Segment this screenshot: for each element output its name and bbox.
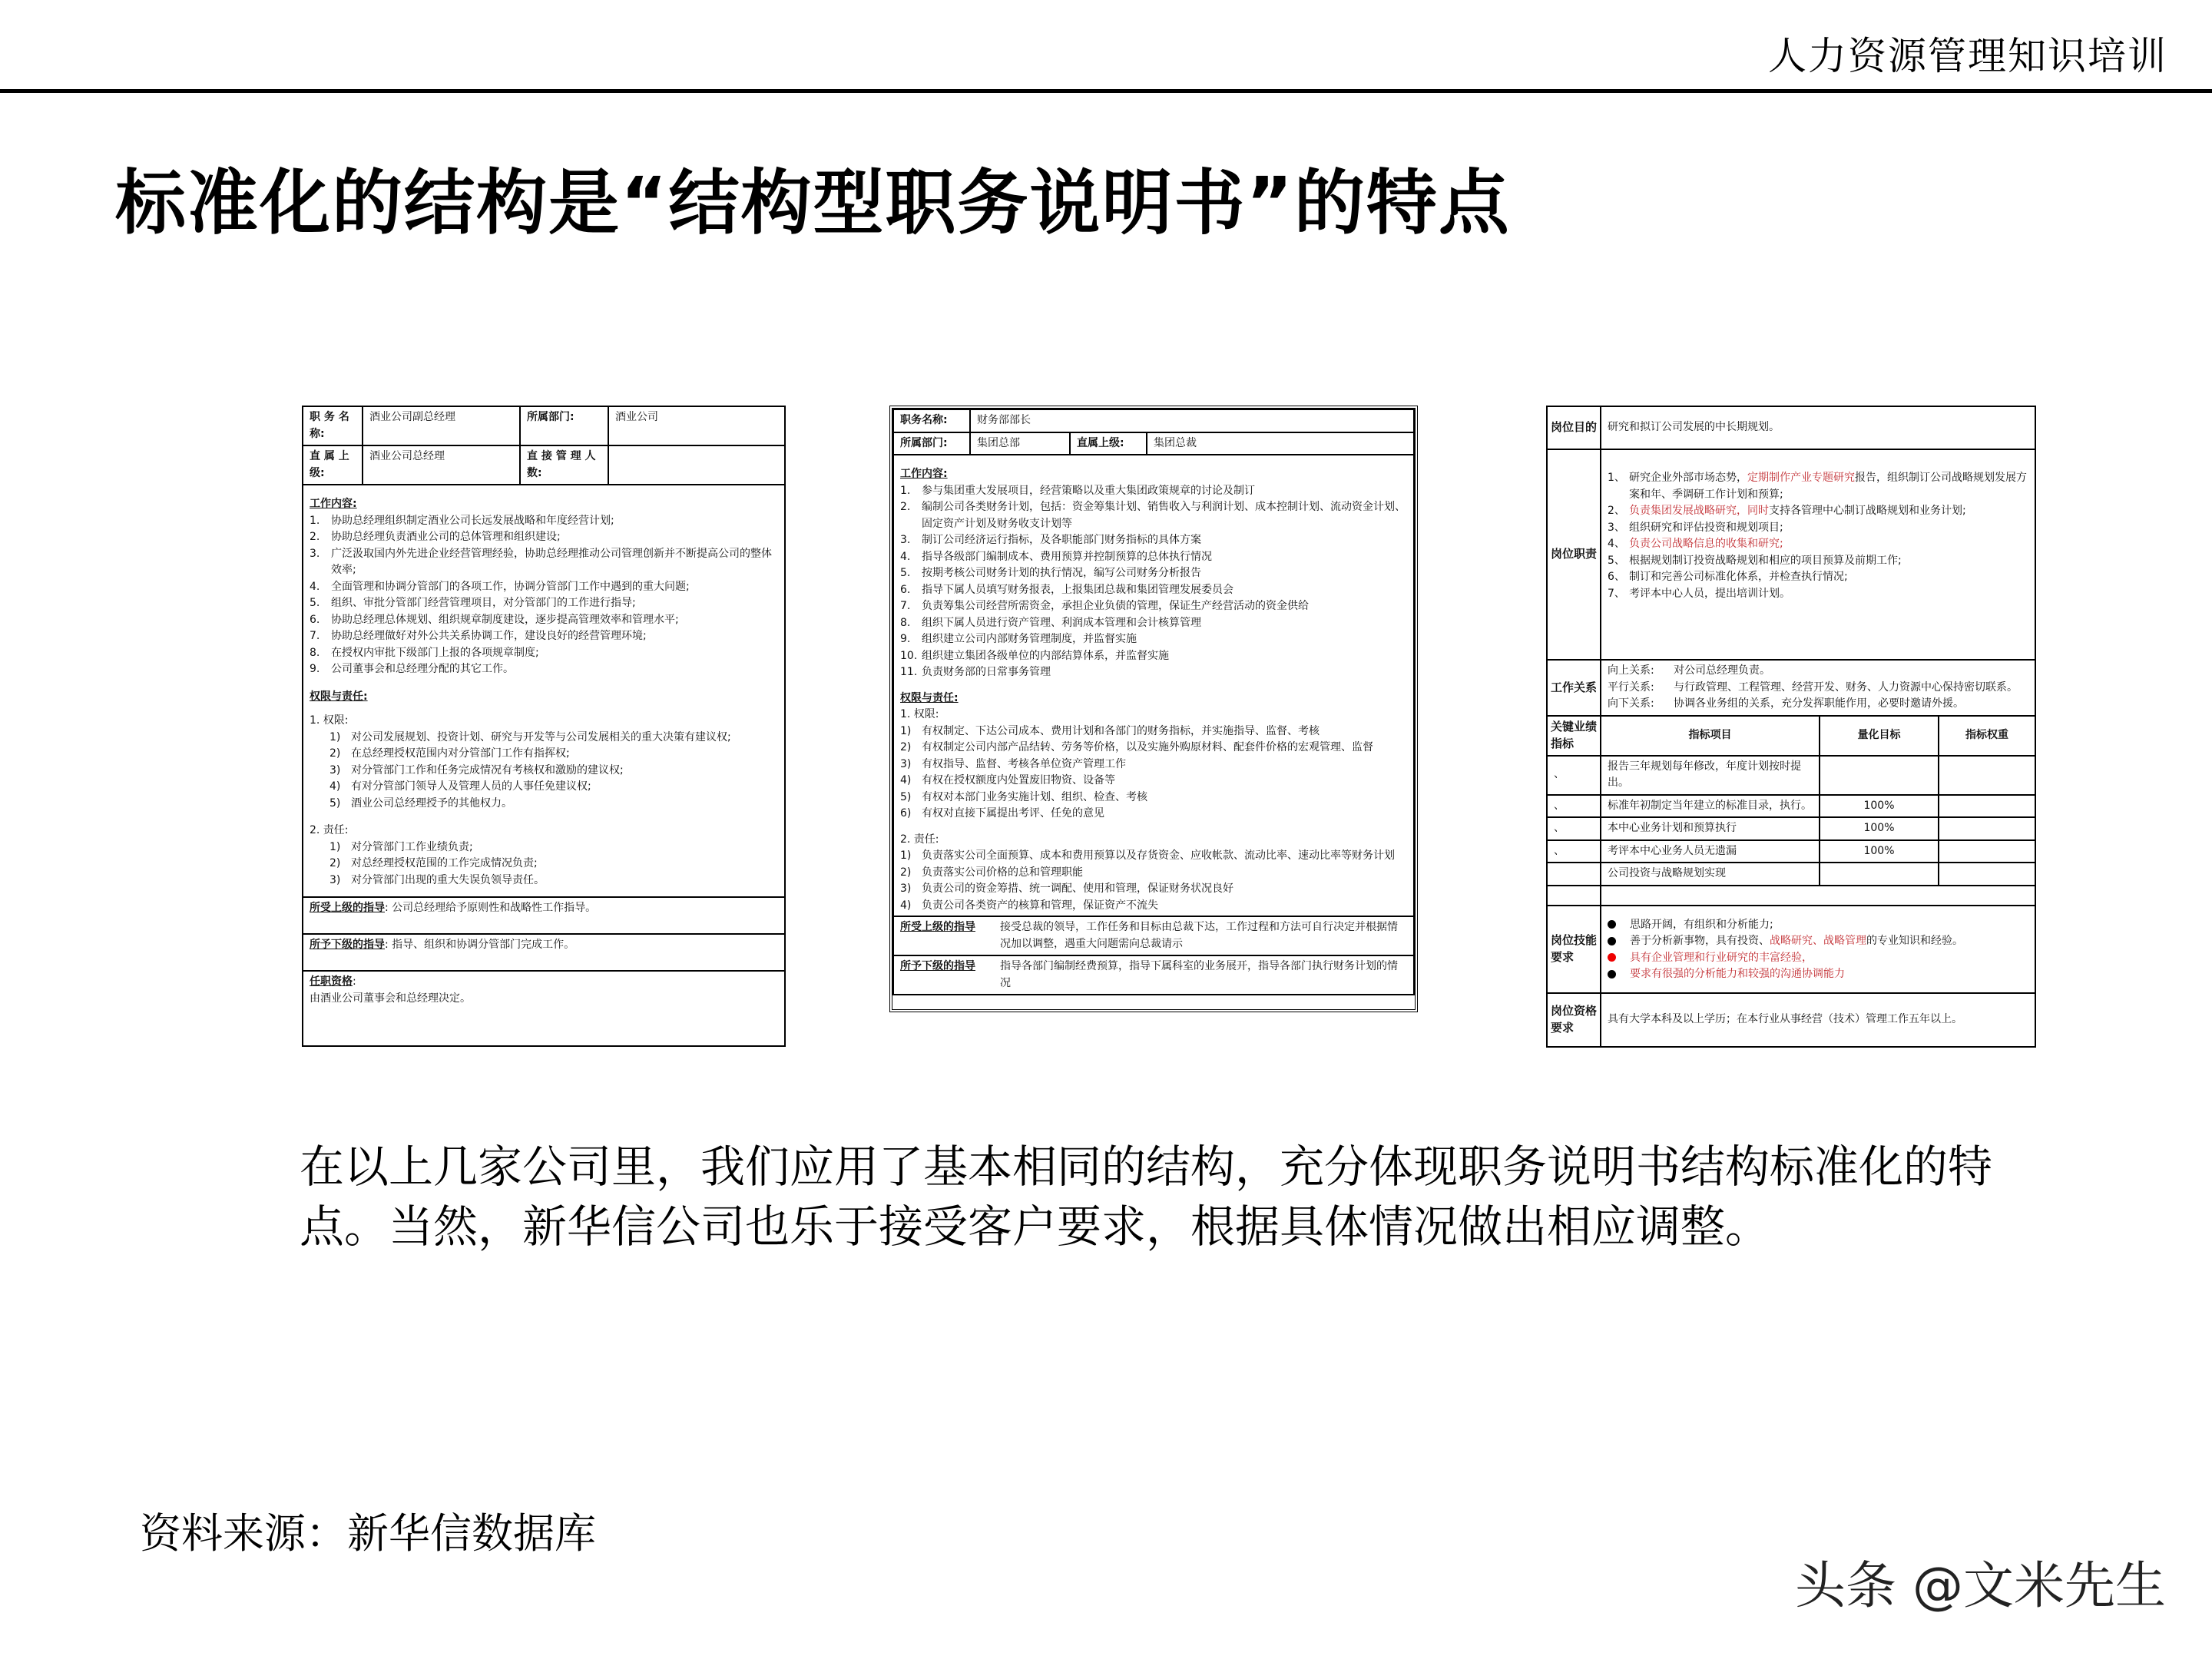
authority-title: 权限与责任:: [310, 690, 368, 703]
doc1-header-table: [302, 406, 786, 1047]
qualification-value: 具有大学本科及以上学历；在本行业从事经营（技术）管理工作五年以上。: [1601, 993, 2035, 1047]
list-item-number: 1): [900, 724, 912, 737]
kpi-index: 、: [1547, 840, 1601, 863]
guide-up-cell: [303, 897, 785, 934]
guide-down-cell: [303, 934, 785, 971]
list-item-number: 3): [900, 882, 912, 895]
duty-text: [1629, 520, 2028, 537]
text-segment: 根据规划制订投资战略规划和相应的项目预算及前期工作;: [1629, 554, 1902, 567]
list-item-number: 6.: [900, 583, 911, 596]
list-item-text: 负责筹集公司经营所需资金，承担企业负债的管理，保证生产经营活动的资金供给: [922, 600, 1309, 612]
purpose-label: 岗位目的: [1547, 406, 1601, 449]
list-item-number: 4): [329, 780, 341, 793]
list-item-text: 有权在授权额度内处置废旧物资、设备等: [922, 774, 1115, 786]
list-item-number: 3.: [310, 547, 320, 560]
list-item-text: 在授权内审批下级部门上报的各项规章制度;: [331, 646, 539, 659]
qualification-value: 由酒业公司董事会和总经理决定。: [310, 992, 471, 1005]
guide-down-cell: [893, 955, 1414, 995]
duty-item: [1608, 520, 2028, 537]
authority-heading: 1. 权限:: [310, 714, 349, 727]
doc1-content-cell: [303, 485, 785, 897]
authority-title: 权限与责任:: [900, 691, 959, 704]
list-item-number: 4.: [310, 580, 320, 593]
list-item: [900, 664, 1407, 681]
responsibility-heading: 2. 责任:: [900, 833, 939, 846]
duty-label: 岗位职责: [1547, 449, 1601, 660]
superior-value: 酒业公司总经理: [363, 445, 520, 485]
relation-item: [1608, 680, 2028, 697]
relation-label: 工作关系: [1547, 660, 1601, 716]
superior-value: 集团总裁: [1147, 432, 1414, 455]
list-item-number: 6.: [310, 613, 320, 626]
list-item: [900, 848, 1407, 865]
list-item-text: 对分管部门工作和任务完成情况有考核权和激励的建议权;: [351, 763, 624, 777]
list-item-number: 10.: [900, 649, 918, 662]
dept-label: 所属部门:: [893, 432, 970, 455]
list-item-text: 参与集团重大发展项目，经营策略以及重大集团政策规章的讨论及制订: [922, 484, 1255, 497]
duty-item: [1608, 503, 2028, 520]
guide-up-label: 所受上级的指导: [310, 902, 385, 914]
doc3-table: [1546, 406, 2036, 1048]
list-item-number: 2.: [900, 501, 911, 513]
reports-label: 直 接 管 理 人 数:: [520, 445, 608, 485]
duty-text: [1629, 536, 2028, 553]
source-citation: 资料来源：新华信数据库: [140, 1509, 596, 1558]
list-item: [900, 648, 1407, 665]
list-item: [900, 757, 1407, 773]
work-content-list: [900, 483, 1407, 681]
list-item-number: 3): [329, 763, 341, 777]
list-item: [900, 631, 1407, 648]
guide-down-value: : 指导、组织和协调分管部门完成工作。: [385, 939, 575, 951]
guide-down-label: 所予下级的指导: [900, 960, 975, 972]
list-item-number: 2): [900, 741, 912, 753]
text-segment: 制订和完善公司标准化体系，并检查执行情况;: [1629, 571, 1848, 583]
list-item: [900, 565, 1407, 582]
superior-label: 直 属 上 级:: [303, 445, 363, 485]
work-content-list: [310, 513, 778, 678]
job-description-doc-1: [302, 406, 786, 1047]
list-item-text: 对分管部门出现的重大失误负领导责任。: [351, 873, 545, 886]
duty-text: [1629, 470, 2028, 503]
kpi-target: [1820, 756, 1939, 795]
doc2-header-table: [892, 409, 1415, 995]
list-item-text: 协助总经理负责酒业公司的总体管理和组织建设;: [331, 531, 561, 543]
kpi-index: 、: [1547, 795, 1601, 818]
list-item: [900, 773, 1407, 790]
list-item-number: 3): [900, 757, 912, 770]
list-item-text: 协助总经理总体规划、组织规章制度建设，逐步提高管理效率和管理水平;: [331, 613, 679, 626]
kpi-row: [1547, 817, 2035, 840]
kpi-label: 关键业绩指标: [1547, 716, 1601, 756]
duty-item: [1608, 470, 2028, 503]
doc2-content-cell: [893, 455, 1414, 916]
list-item-text: 负责落实公司全面预算、成本和费用预算以及存货资金、应收帐款、流动比率、速动比率等财务计划: [922, 849, 1395, 862]
body-paragraph: 在以上几家公司里，我们应用了基本相同的结构，充分体现职务说明书结构标准化的特点。当然，新华信公司也乐于接受客户要求，根据具体情况做出相应调整。: [300, 1141, 1993, 1253]
job-name-value: 酒业公司副总经理: [363, 406, 520, 445]
qualification-cell: 任职资格: 由酒业公司董事会和总经理决定。: [303, 971, 785, 1046]
list-item: [310, 628, 778, 645]
relation-key: 平行关系:: [1608, 680, 1654, 694]
bullet-icon: [1608, 970, 1616, 979]
header-divider: [0, 89, 2212, 93]
text-segment: 研究企业外部市场态势，: [1629, 472, 1747, 484]
list-item: [310, 645, 778, 662]
text-segment: 考评本中心人员，提出培训计划。: [1629, 587, 1790, 600]
kpi-weight: [1939, 795, 2035, 818]
list-item: [329, 779, 778, 796]
list-item-text: 协助总经理组织制定酒业公司长远发展战略和年度经营计划;: [331, 514, 614, 527]
list-item-text: 编制公司各类财务计划，包括：资金筹集计划、销售收入与利润计划、成本控制计划、流动资金计划、固定资产计划及财务收支计划等: [922, 501, 1406, 530]
list-item-text: 对分管部门工作业绩负责;: [351, 840, 473, 853]
list-item: [310, 579, 778, 596]
list-item-text: 负责落实公司价格的总和管理职能: [922, 866, 1083, 879]
duty-number: 5、: [1608, 554, 1625, 567]
list-item-text: 对总经理授权范围的工作完成情况负责;: [351, 857, 538, 869]
list-item: [900, 806, 1407, 823]
list-item-text: 按期考核公司财务计划的执行情况，编写公司财务分析报告: [922, 567, 1201, 579]
header-title: 人力资源管理知识培训: [1768, 34, 2167, 78]
duty-text: [1629, 553, 2028, 570]
list-item: [900, 598, 1407, 615]
list-item-text: 组织、审批分管部门经营管理项目，对分管部门的工作进行指导;: [331, 597, 636, 609]
list-item-number: 5): [329, 796, 341, 810]
duty-text: [1629, 569, 2028, 586]
kpi-item: 公司投资与战略规划实现: [1601, 863, 1820, 886]
list-item-text: 有权制定公司内部产品结转、劳务等价格，以及实施外购原材料、配套件价格的宏观管理、监督: [922, 741, 1373, 753]
duty-item: [1608, 536, 2028, 553]
highlighted-text: 负责公司战略信息的收集和研究;: [1629, 538, 1783, 550]
list-item: [310, 529, 778, 546]
watermark: 头条 @文米先生: [1795, 1556, 2166, 1615]
responsibility-list: [310, 839, 778, 889]
relation-value: 与行政管理、工程管理、经营开发、财务、人力资源中心保持密切联系。: [1674, 680, 2018, 694]
guide-down-value: 指导各部门编制经费预算，指导下属科室的业务展开，指导各部门执行财务计划的情况: [1000, 960, 1398, 989]
list-item-number: 7.: [310, 630, 320, 642]
kpi-weight: [1939, 756, 2035, 795]
list-item-text: 在总经理授权范围内对分管部门工作有指挥权;: [351, 747, 570, 760]
list-item: [900, 582, 1407, 599]
duty-number: 3、: [1608, 521, 1625, 534]
bullet-icon: [1608, 937, 1616, 945]
list-item-text: 有对分管部门领导人及管理人员的人事任免建议权;: [351, 780, 591, 793]
job-description-doc-2: [889, 406, 1418, 1012]
kpi-rows: [1547, 756, 2035, 886]
job-name-label: 职 务 名 称:: [303, 406, 363, 445]
reports-value: [608, 445, 785, 485]
list-item-number: 4): [900, 899, 912, 912]
duty-cell: [1601, 449, 2035, 660]
authority-heading: 1. 权限:: [900, 708, 939, 720]
kpi-blank-row: [1601, 886, 2035, 906]
duty-item: [1608, 569, 2028, 586]
list-item: [900, 549, 1407, 566]
skill-cell: [1601, 906, 2035, 993]
duty-list: [1608, 470, 2028, 602]
list-item: [900, 881, 1407, 898]
list-item: [310, 595, 778, 612]
kpi-row: [1547, 863, 2035, 886]
list-item-number: 9.: [900, 633, 911, 645]
list-item: [329, 730, 778, 747]
relation-item: [1608, 663, 2028, 680]
relation-list: [1608, 663, 2028, 713]
bullet-icon: [1608, 920, 1616, 929]
duty-number: 1、: [1608, 472, 1625, 484]
job-name-label: 职务名称:: [893, 409, 970, 432]
skill-list: [1608, 917, 2028, 983]
skill-item: [1608, 966, 2028, 983]
list-item-text: 对公司发展规划、投资计划、研究与开发等与公司发展相关的重大决策有建议权;: [351, 730, 731, 743]
list-item-number: 6): [900, 807, 912, 820]
list-item-text: 指导下属人员填写财务报表，上报集团总裁和集团管理发展委员会: [922, 583, 1233, 596]
text-segment: 思路开阔，有组织和分析能力;: [1630, 918, 1773, 931]
highlighted-text: 要求有很强的分析能力和较强的沟通协调能力: [1630, 968, 1845, 980]
qualification-label: 岗位资格要求: [1547, 993, 1601, 1047]
list-item-text: 酒业公司总经理授予的其他权力。: [351, 796, 512, 810]
kpi-weight: [1939, 817, 2035, 840]
kpi-row: [1547, 756, 2035, 795]
list-item-number: 3): [329, 873, 341, 886]
relation-key: 向上关系:: [1608, 664, 1654, 677]
list-item: [900, 615, 1407, 632]
doc2-frame: [889, 406, 1418, 1012]
responsibility-list: [900, 848, 1407, 914]
page-title: 标准化的结构是“结构型职务说明书”的特点: [115, 162, 1511, 244]
duty-text: [1629, 503, 2028, 520]
relation-key: 向下关系:: [1608, 697, 1654, 710]
list-item: [329, 796, 778, 813]
relation-value: 协调各业务组的关系，充分发挥职能作用，必要时邀请外援。: [1674, 697, 1964, 710]
kpi-weight: [1939, 863, 2035, 886]
relation-cell: [1601, 660, 2035, 716]
duty-number: 2、: [1608, 505, 1625, 517]
highlighted-text: 具有企业管理和行业研究的丰富经验，: [1630, 951, 1813, 964]
list-item: [310, 661, 778, 678]
text-segment: 支持各管理中心制订战略规划和业务计划;: [1769, 505, 1966, 517]
list-item-number: 8.: [310, 646, 320, 659]
list-item-text: 有权对本部门业务实施计划、组织、检查、考核: [922, 790, 1147, 803]
list-item-text: 有权制定、下达公司成本、费用计划和各部门的财务指标，并实施指导、监督、考核: [922, 724, 1320, 737]
list-item-number: 9.: [310, 663, 320, 675]
duty-number: 7、: [1608, 587, 1625, 600]
list-item-text: 组织下属人员进行资产管理、利润成本管理和会计核算管理: [922, 616, 1201, 629]
list-item-number: 1): [329, 840, 341, 853]
list-item: [310, 612, 778, 629]
work-content-title: 工作内容:: [900, 468, 948, 480]
skill-label: 岗位技能要求: [1547, 906, 1601, 993]
list-item-text: 负责公司的资金筹措、统一调配、使用和管理，保证财务状况良好: [922, 882, 1233, 895]
authority-list: [900, 724, 1407, 823]
list-item-text: 有权对直接下属提出考评、任免的意见: [922, 807, 1104, 820]
list-item-text: 组织建立公司内部财务管理制度，并监督实施: [922, 633, 1137, 645]
list-item-number: 1.: [900, 484, 911, 497]
list-item-text: 公司董事会和总经理分配的其它工作。: [331, 663, 514, 675]
duty-text: [1629, 586, 2028, 603]
superior-label: 直属上级:: [1070, 432, 1147, 455]
list-item: [310, 546, 778, 579]
list-item-number: 5.: [310, 597, 320, 609]
guide-up-cell: [893, 916, 1414, 955]
kpi-header-target: 量化目标: [1820, 716, 1939, 756]
list-item-number: 5.: [900, 567, 911, 579]
kpi-target: 100%: [1820, 795, 1939, 818]
responsibility-heading: 2. 责任:: [310, 824, 349, 836]
guide-up-value: : 公司总经理给予原则性和战略性工作指导。: [385, 902, 597, 914]
duty-item: [1608, 586, 2028, 603]
list-item-number: 5): [900, 790, 912, 803]
list-item-text: 负责公司各类资产的核算和管理，保证资产不流失: [922, 899, 1158, 912]
list-item-number: 2.: [310, 531, 320, 543]
list-item-text: 制订公司经济运行指标，及各职能部门财务指标的具体方案: [922, 534, 1201, 546]
list-item: [900, 898, 1407, 915]
highlighted-text: 定期制作产业专题研究: [1747, 472, 1855, 484]
authority-list: [310, 730, 778, 813]
text-segment: 善于分析新事物，具有投资、: [1630, 935, 1770, 947]
kpi-weight: [1939, 840, 2035, 863]
list-item: [329, 746, 778, 763]
list-item-number: 2): [329, 747, 341, 760]
dept-value: 酒业公司: [608, 406, 785, 445]
kpi-target: 100%: [1820, 817, 1939, 840]
list-item-text: 有权指导、监督、考核各单位资产管理工作: [922, 757, 1126, 770]
list-item-text: 组织建立集团各级单位的内部结算体系，并监督实施: [922, 649, 1169, 662]
guide-down-label: 所予下级的指导: [310, 939, 385, 951]
kpi-item: 标准年初制定当年建立的标准目录，执行。: [1601, 795, 1820, 818]
kpi-row: [1547, 795, 2035, 818]
text-segment: 的专业知识和经验。: [1866, 935, 1963, 947]
job-name-value: 财务部部长: [970, 409, 1414, 432]
kpi-row: [1547, 840, 2035, 863]
list-item-number: 4): [900, 774, 912, 786]
kpi-header-item: 指标项目: [1601, 716, 1820, 756]
duty-number: 6、: [1608, 571, 1625, 583]
list-item-number: 3.: [900, 534, 911, 546]
duty-item: [1608, 553, 2028, 570]
kpi-target: [1820, 863, 1939, 886]
text-segment: 组织研究和评估投资和规划项目;: [1629, 521, 1783, 534]
work-content-title: 工作内容:: [310, 498, 357, 510]
list-item-number: 1.: [310, 514, 320, 527]
list-item-text: 全面管理和协调分管部门的各项工作，协调分管部门工作中遇到的重大问题;: [331, 580, 690, 593]
list-item-number: 1): [329, 730, 341, 743]
purpose-value: 研究和拟订公司发展的中长期规划。: [1601, 406, 2035, 449]
bullet-icon: [1608, 953, 1616, 962]
kpi-target: 100%: [1820, 840, 1939, 863]
list-item-number: 2): [329, 857, 341, 869]
list-item-number: 2): [900, 866, 912, 879]
relation-item: [1608, 696, 2028, 713]
guide-up-label: 所受上级的指导: [900, 921, 975, 933]
duty-number: 4、: [1608, 538, 1625, 550]
list-item-number: 7.: [900, 600, 911, 612]
list-item-number: 4.: [900, 550, 911, 563]
kpi-blank-label: [1547, 886, 1601, 906]
kpi-index: 、: [1547, 756, 1601, 795]
list-item: [900, 499, 1407, 532]
list-item: [900, 740, 1407, 757]
dept-value: 集团总部: [970, 432, 1070, 455]
kpi-header-weight: 指标权重: [1939, 716, 2035, 756]
dept-label: 所属部门:: [520, 406, 608, 445]
list-item-number: 11.: [900, 666, 918, 678]
highlighted-text: 负责集团发展战略研究，同时: [1629, 505, 1769, 517]
text-segment: 报告，组织制订公司战略规划发展方案和年、季调研工作计划和预算;: [1629, 472, 2027, 501]
list-item: [329, 839, 778, 856]
relation-value: 对公司总经理负责。: [1674, 664, 1770, 677]
qualification-label: 任职资格: [310, 975, 353, 988]
list-item-text: 负责财务部的日常事务管理: [922, 666, 1051, 678]
list-item: [900, 483, 1407, 500]
job-description-doc-3: [1546, 406, 2036, 1048]
skill-item: [1608, 917, 2028, 934]
kpi-index: 、: [1547, 817, 1601, 840]
list-item-number: 1): [900, 849, 912, 862]
list-item: [329, 856, 778, 873]
list-item: [900, 724, 1407, 740]
kpi-item: 报告三年规划每年修改，年度计划按时提出。: [1601, 756, 1820, 795]
list-item: [329, 763, 778, 780]
list-item: [900, 532, 1407, 549]
kpi-index: [1547, 863, 1601, 886]
list-item-number: 8.: [900, 616, 911, 629]
list-item: [310, 513, 778, 530]
highlighted-text: 战略研究、战略管理: [1770, 935, 1866, 947]
list-item: [900, 790, 1407, 806]
list-item: [900, 865, 1407, 882]
skill-item: [1608, 933, 2028, 950]
list-item-text: 协助总经理做好对外公共关系协调工作，建设良好的经营管理环境;: [331, 630, 647, 642]
skill-item: [1608, 950, 2028, 967]
kpi-item: 本中心业务计划和预算执行: [1601, 817, 1820, 840]
list-item-text: 广泛汲取国内外先进企业经营管理经验，协助总经理推动公司管理创新并不断提高公司的整体效率;: [331, 547, 772, 576]
list-item: [329, 873, 778, 889]
kpi-item: 考评本中心业务人员无遗漏: [1601, 840, 1820, 863]
list-item-text: 指导各级部门编制成本、费用预算并控制预算的总体执行情况: [922, 550, 1212, 563]
guide-up-value: 接受总裁的领导，工作任务和目标由总裁下达，工作过程和方法可自行决定并根据情况加以调整，遇重大问题需向总裁请示: [1000, 921, 1398, 950]
